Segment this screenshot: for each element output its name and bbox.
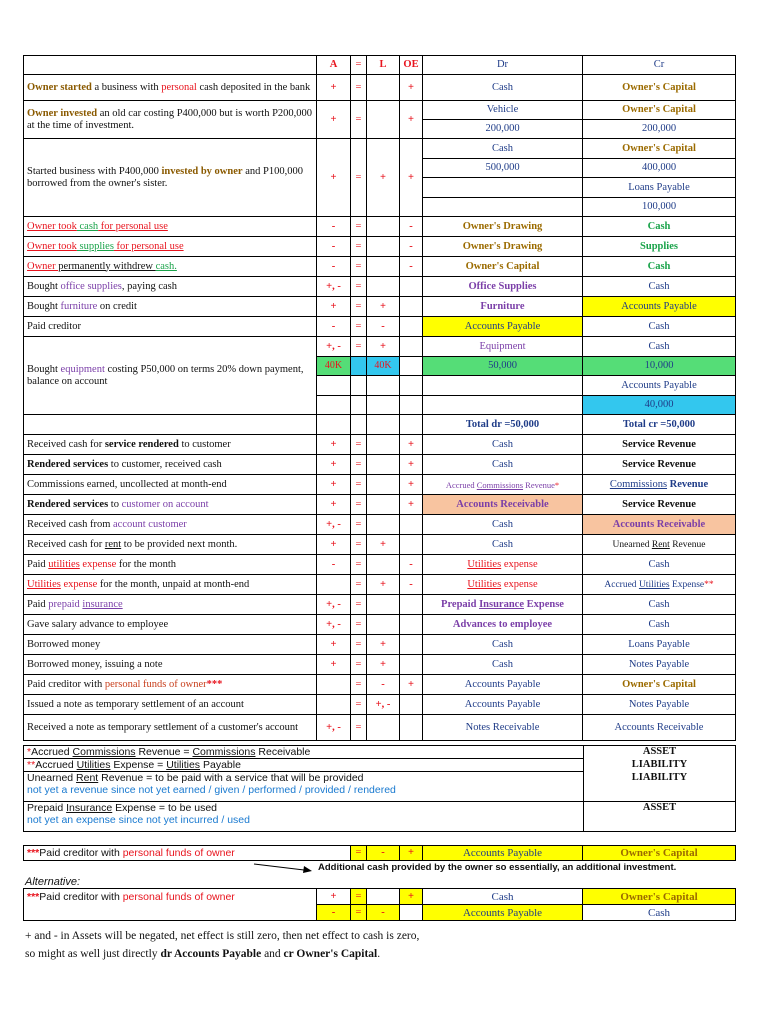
credit-entry: Cash — [583, 217, 736, 237]
credit-entry: Loans Payable — [583, 178, 736, 198]
debit-entry: Office Supplies — [423, 277, 583, 297]
credit-amount: 400,000 — [583, 159, 736, 178]
debit-entry: Notes Receivable — [423, 715, 583, 741]
row-description: Owner took cash for personal use — [24, 217, 317, 237]
credit-entry: Cash — [583, 257, 736, 277]
header-row — [24, 56, 736, 75]
credit-entry: Cash — [583, 905, 736, 921]
debit-entry: Utilities expense — [423, 555, 583, 575]
debit-entry: Accounts Payable — [423, 317, 583, 337]
table-row: Rendered services to customer on account + = + Accounts Receivable Service Revenue — [24, 495, 736, 515]
alternative-table — [23, 888, 736, 921]
total-credit: Total cr =50,000 — [583, 415, 736, 435]
annotation-arrow — [252, 860, 312, 876]
debit-entry: Cash — [423, 75, 583, 101]
credit-entry: Cash — [583, 615, 736, 635]
row-description: Owner took supplies for personal use — [24, 237, 317, 257]
debit-entry: Cash — [423, 535, 583, 555]
debit-entry: Owner's Drawing — [423, 237, 583, 257]
table-row: Received cash for service rendered to customer + = + Cash Service Revenue — [24, 435, 736, 455]
table-row: Paid creditor - = - Accounts Payable Cash — [24, 317, 736, 337]
debit-amount: 200,000 — [423, 120, 583, 139]
row-description: Commissions earned, uncollected at month-end — [24, 475, 317, 495]
total-debit: Total dr =50,000 — [423, 415, 583, 435]
header-liabilities: L — [367, 56, 400, 75]
debit-entry: Owner's Drawing — [423, 217, 583, 237]
row-description: Paid prepaid insurance — [24, 595, 317, 615]
header-debit: Dr — [423, 56, 583, 75]
debit-entry: Equipment — [423, 337, 583, 357]
debit-entry: Accrued Commissions Revenue* — [423, 475, 583, 495]
row-description: Owner permanently withdrew cash. — [24, 257, 317, 277]
liability-amount: 40K — [367, 357, 400, 376]
debit-entry: Prepaid Insurance Expense — [423, 595, 583, 615]
row-description: Paid creditor — [24, 317, 317, 337]
table-row: Owner invested an old car costing P400,000 but is worth P200,000 at the time of investment. + = + Vehicle Owner's Capital — [24, 101, 736, 120]
table-row: Bought office supplies, paying cash +, - = Office Supplies Cash — [24, 277, 736, 297]
credit-entry: Accounts Payable — [583, 297, 736, 317]
row-description: Bought office supplies, paying cash — [24, 277, 317, 297]
debit-entry: Furniture — [423, 297, 583, 317]
table-row: Bought furniture on credit + = + Furniture Accounts Payable — [24, 297, 736, 317]
example-row: ***Paid creditor with personal funds of owner = - + Accounts Payable Owner's Capital — [24, 846, 736, 861]
row-description: Received cash for rent to be provided next month. — [24, 535, 317, 555]
debit-entry: Cash — [423, 435, 583, 455]
debit-entry: Advances to employee — [423, 615, 583, 635]
debit-entry: Accounts Payable — [423, 695, 583, 715]
example-table — [23, 845, 736, 861]
debit-entry: Vehicle — [423, 101, 583, 120]
asset-amount: 40K — [317, 357, 351, 376]
credit-entry: Owner's Capital — [583, 675, 736, 695]
note-type: ASSET — [584, 746, 736, 759]
note-row: **Accrued Utilities Expense = Utilities Payable LIABILITY — [24, 759, 736, 772]
table-row: Owner started a business with personal cash deposited in the bank + = + Cash Owner's Capital — [24, 75, 736, 101]
journal-table — [23, 55, 736, 741]
row-description: Bought equipment costing P50,000 on terms 20% down payment, balance on account — [24, 337, 317, 415]
debit-entry: Utilities expense — [423, 575, 583, 595]
annotation-text: Additional cash provided by the owner so essentially, an additional investment. — [318, 862, 677, 873]
note-row: Unearned Rent Revenue = to be paid with a service that will be provided not yet a revenue since not yet earned / given / performed / provided / rendered LIABILITY — [24, 772, 736, 802]
row-description: Paid creditor with personal funds of owner*** — [24, 675, 317, 695]
header-owners-equity: OE — [400, 56, 423, 75]
table-row: Owner took cash for personal use - = - Owner's Drawing Cash — [24, 217, 736, 237]
credit-entry: Commissions Revenue — [583, 475, 736, 495]
credit-entry: Notes Payable — [583, 695, 736, 715]
debit-entry: Accounts Receivable — [423, 495, 583, 515]
header-equals: = — [351, 56, 367, 75]
credit-entry: Owner's Capital — [583, 889, 736, 905]
debit-entry: Cash — [423, 139, 583, 159]
debit-entry: Cash — [423, 515, 583, 535]
credit-entry: Service Revenue — [583, 435, 736, 455]
credit-entry: Cash — [583, 595, 736, 615]
alternative-row: ***Paid creditor with personal funds of owner + = + Cash Owner's Capital — [24, 889, 736, 905]
row-description: Rendered services to customer on account — [24, 495, 317, 515]
debit-entry: Owner's Capital — [423, 257, 583, 277]
note-type: LIABILITY — [584, 759, 736, 772]
table-row: Received cash for rent to be provided next month. + = + Cash Unearned Rent Revenue — [24, 535, 736, 555]
alternative-label: Alternative: — [25, 876, 81, 888]
credit-entry: Cash — [583, 277, 736, 297]
row-description: Borrowed money — [24, 635, 317, 655]
table-row: Paid prepaid insurance +, - = Prepaid Insurance Expense Cash — [24, 595, 736, 615]
totals-row — [24, 415, 736, 435]
debit-entry: Cash — [423, 635, 583, 655]
header-credit: Cr — [583, 56, 736, 75]
table-row: Borrowed money, issuing a note + = + Cash Notes Payable — [24, 655, 736, 675]
row-description: Owner started a business with personal cash deposited in the bank — [24, 75, 317, 101]
row-description: Started business with P400,000 invested by owner and P100,000 borrowed from the owner's sister. — [24, 139, 317, 217]
credit-entry: Cash — [583, 555, 736, 575]
row-description: Borrowed money, issuing a note — [24, 655, 317, 675]
credit-entry: Unearned Rent Revenue — [583, 535, 736, 555]
row-description: Owner invested an old car costing P400,000 but is worth P200,000 at the time of investment. — [24, 101, 317, 139]
credit-entry: Accounts Payable — [583, 376, 736, 396]
table-row: Gave salary advance to employee +, - = Advances to employee Cash — [24, 615, 736, 635]
debit-amount: 500,000 — [423, 159, 583, 178]
credit-entry: Cash — [583, 317, 736, 337]
table-row: Started business with P400,000 invested by owner and P100,000 borrowed from the owner's sister. + = + + Cash Owner's Capital — [24, 139, 736, 159]
credit-entry: Supplies — [583, 237, 736, 257]
table-row: Borrowed money + = + Cash Loans Payable — [24, 635, 736, 655]
debit-entry: Accounts Payable — [423, 846, 583, 861]
alternative-row: - = - Accounts Payable Cash — [24, 905, 736, 921]
credit-amount: 200,000 — [583, 120, 736, 139]
credit-entry: Accounts Receivable — [583, 715, 736, 741]
footer-line-1: + and - in Assets will be negated, net effect is still zero, then net effect to cash is zero, — [25, 930, 420, 942]
row-description: Gave salary advance to employee — [24, 615, 317, 635]
credit-entry: Accounts Receivable — [583, 515, 736, 535]
row-description: Issued a note as temporary settlement of an account — [24, 695, 317, 715]
credit-entry: Owner's Capital — [583, 75, 736, 101]
row-description: Bought furniture on credit — [24, 297, 317, 317]
table-row: Utilities expense for the month, unpaid at month-end = + - Utilities expense Accrued Utilities Expense** — [24, 575, 736, 595]
credit-entry: Owner's Capital — [583, 139, 736, 159]
note-type: ASSET — [584, 802, 736, 832]
credit-amount: 40,000 — [583, 396, 736, 415]
row-description: Rendered services to customer, received cash — [24, 455, 317, 475]
credit-entry: Owner's Capital — [583, 101, 736, 120]
credit-entry: Accrued Utilities Expense** — [583, 575, 736, 595]
header-assets: A — [317, 56, 351, 75]
footer-line-2: so might as well just directly dr Accounts Payable and cr Owner's Capital. — [25, 948, 381, 960]
credit-entry: Service Revenue — [583, 495, 736, 515]
table-row: Owner permanently withdrew cash. - = - Owner's Capital Cash — [24, 257, 736, 277]
row-description: Received cash for service rendered to customer — [24, 435, 317, 455]
note-row: *Accrued Commissions Revenue = Commissions Receivable ASSET — [24, 746, 736, 759]
debit-entry: Accounts Payable — [423, 905, 583, 921]
debit-amount: 50,000 — [423, 357, 583, 376]
notes-table — [23, 745, 736, 832]
debit-entry: Cash — [423, 889, 583, 905]
table-row: Owner took supplies for personal use - = - Owner's Drawing Supplies — [24, 237, 736, 257]
row-description: Utilities expense for the month, unpaid at month-end — [24, 575, 317, 595]
credit-entry: Service Revenue — [583, 455, 736, 475]
credit-amount: 10,000 — [583, 357, 736, 376]
table-row: Bought equipment costing P50,000 on terms 20% down payment, balance on account +, - = + Equipment Cash — [24, 337, 736, 357]
debit-entry: Cash — [423, 455, 583, 475]
table-row: Paid creditor with personal funds of owner*** = - + Accounts Payable Owner's Capital — [24, 675, 736, 695]
credit-amount: 100,000 — [583, 198, 736, 217]
credit-entry: Owner's Capital — [583, 846, 736, 861]
debit-entry: Accounts Payable — [423, 675, 583, 695]
credit-entry: Cash — [583, 337, 736, 357]
table-row: Received cash from account customer +, - = Cash Accounts Receivable — [24, 515, 736, 535]
credit-entry: Notes Payable — [583, 655, 736, 675]
table-row: Paid utilities expense for the month - = - Utilities expense Cash — [24, 555, 736, 575]
table-row: Rendered services to customer, received cash + = + Cash Service Revenue — [24, 455, 736, 475]
note-type: LIABILITY — [584, 772, 736, 802]
table-row: Commissions earned, uncollected at month-end + = + Accrued Commissions Revenue* Commissions Revenue — [24, 475, 736, 495]
note-row: Prepaid Insurance Expense = to be used not yet an expense since not yet incurred / used ASSET — [24, 802, 736, 832]
row-description: Received cash from account customer — [24, 515, 317, 535]
table-row: Issued a note as temporary settlement of an account = +, - Accounts Payable Notes Payable — [24, 695, 736, 715]
debit-entry: Cash — [423, 655, 583, 675]
row-description: Paid utilities expense for the month — [24, 555, 317, 575]
row-description: Received a note as temporary settlement of a customer's account — [24, 715, 317, 741]
table-row: Received a note as temporary settlement of a customer's account +, - = Notes Receivable Accounts Receivable — [24, 715, 736, 741]
credit-entry: Loans Payable — [583, 635, 736, 655]
